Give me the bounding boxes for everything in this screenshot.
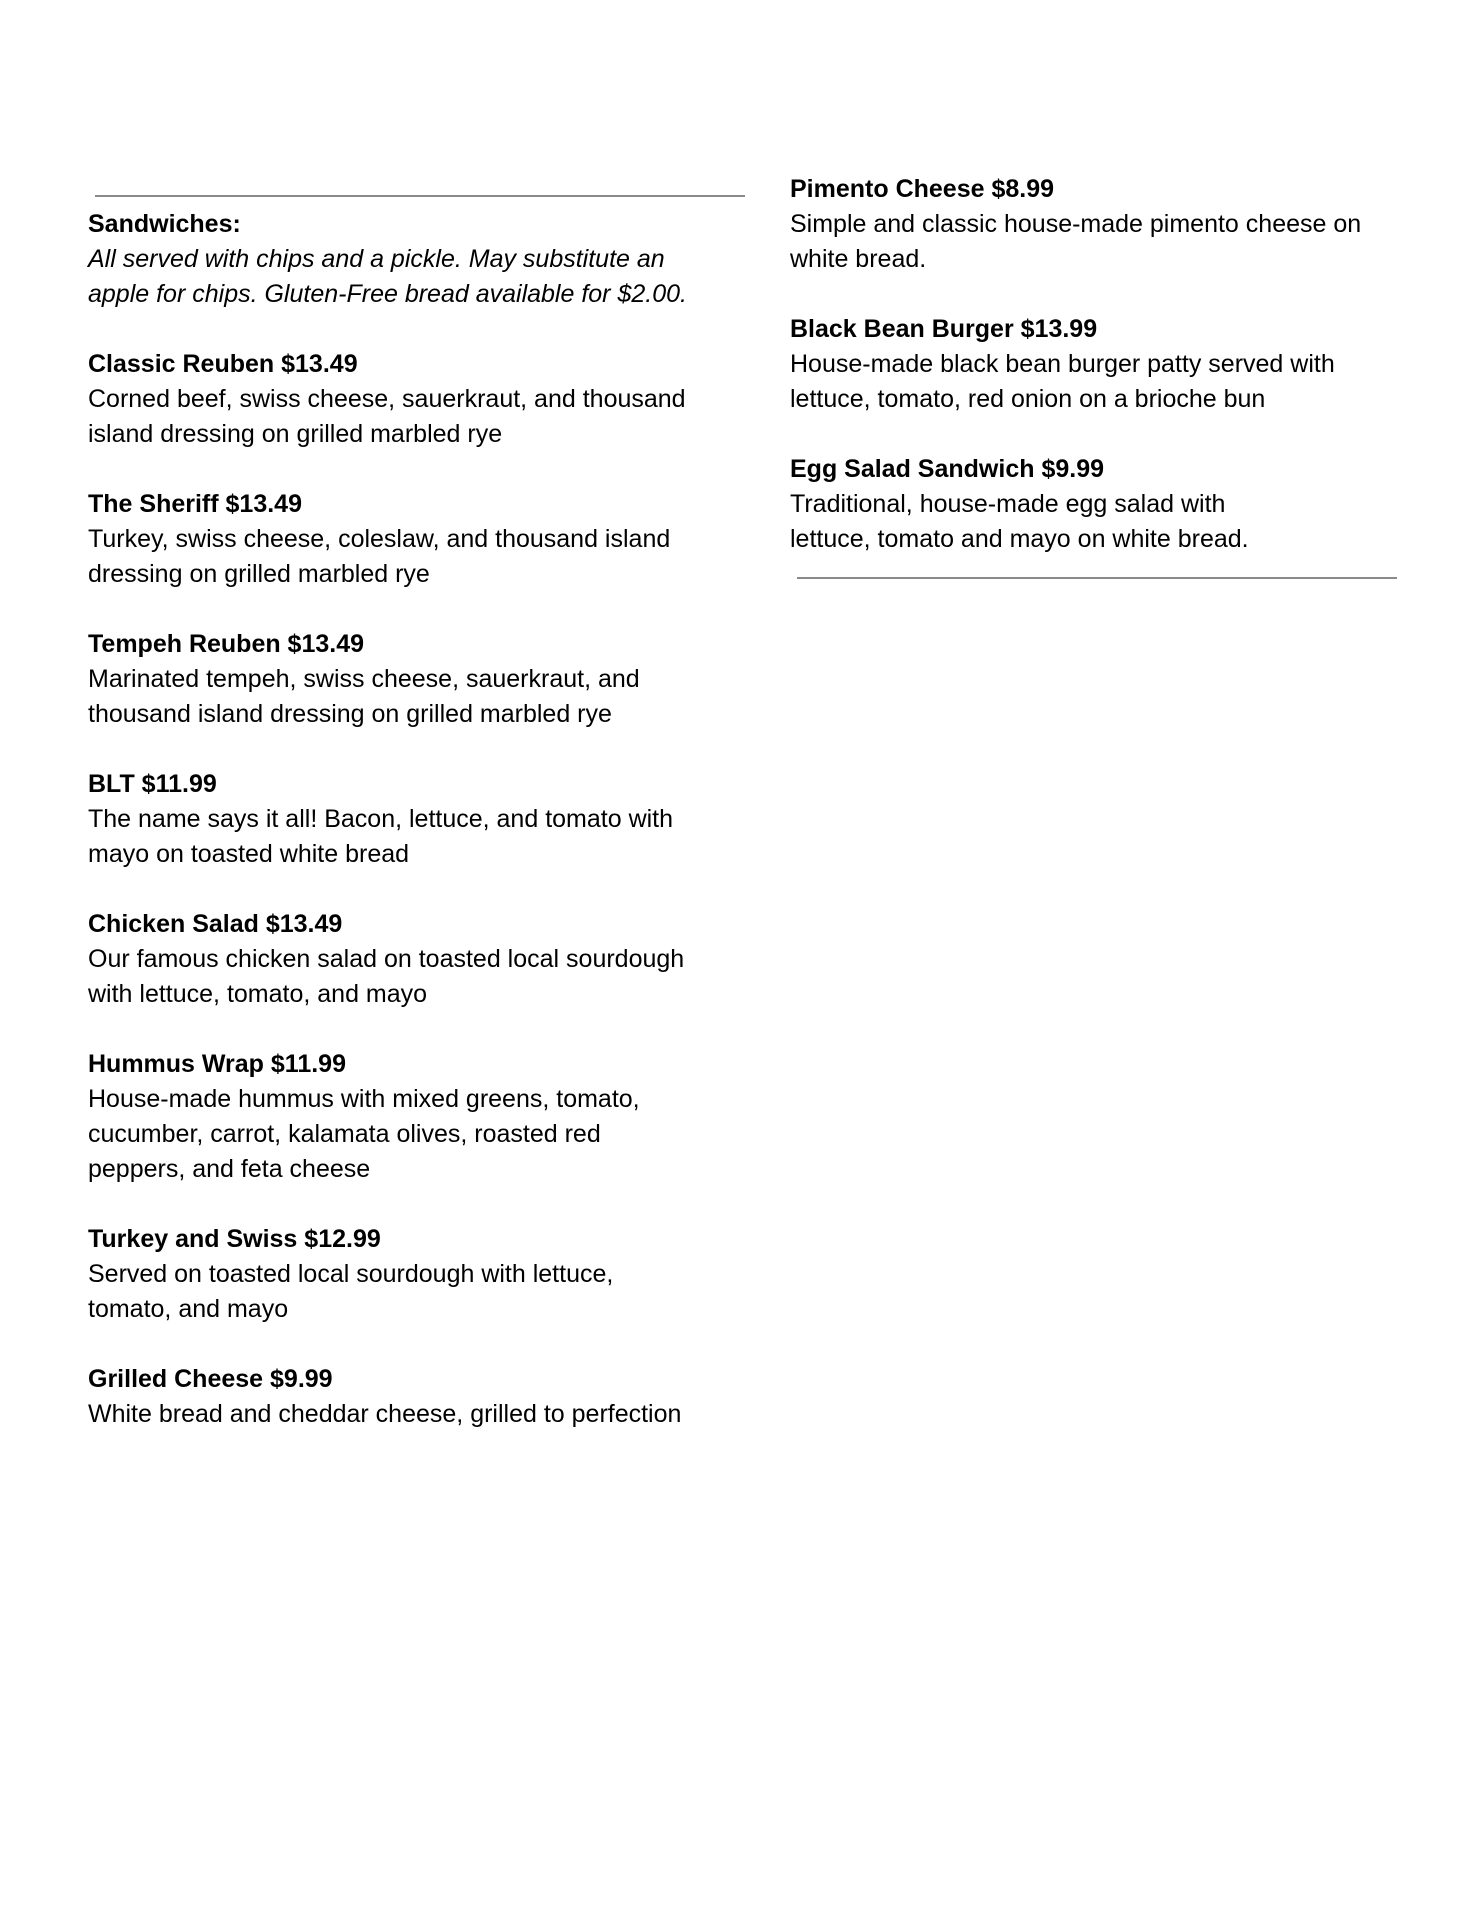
menu-item — [790, 452, 1410, 557]
menu-item-name: Chicken Salad $13.49 — [88, 910, 343, 938]
menu-item-name: Pimento Cheese $8.99 — [790, 175, 1055, 203]
menu-item-name: Turkey and Swiss $12.99 — [88, 1225, 381, 1253]
menu-item-name: Hummus Wrap $11.99 — [88, 1050, 346, 1078]
menu-item-list-right — [790, 172, 1410, 557]
menu-item — [88, 1362, 728, 1432]
menu-item-name: Grilled Cheese $9.99 — [88, 1365, 333, 1393]
menu-item-description: cucumber, carrot, kalamata olives, roasted red — [88, 1120, 601, 1148]
menu-item-description: peppers, and feta cheese — [88, 1155, 371, 1183]
menu-item-description: Turkey, swiss cheese, coleslaw, and thousand island — [88, 525, 671, 553]
menu-item-description: House-made hummus with mixed greens, tomato, — [88, 1085, 640, 1113]
menu-item-description: white bread. — [790, 245, 927, 273]
menu-item-description: dressing on grilled marbled rye — [88, 560, 430, 588]
menu-item — [790, 312, 1410, 417]
menu-item-name: BLT $11.99 — [88, 770, 217, 798]
menu-item-description: Simple and classic house-made pimento cheese on — [790, 210, 1362, 238]
menu-item — [88, 767, 728, 872]
menu-item — [88, 907, 728, 1012]
section-heading: Sandwiches: — [88, 210, 241, 238]
menu-item-description: Marinated tempeh, swiss cheese, sauerkraut, and — [88, 665, 640, 693]
menu-item-list-left — [88, 347, 728, 1432]
section-intro-line: All served with chips and a pickle. May substitute an — [88, 245, 665, 273]
menu-item-description: House-made black bean burger patty served with — [790, 350, 1335, 378]
menu-item-name: Black Bean Burger $13.99 — [790, 315, 1098, 343]
menu-item-description: thousand island dressing on grilled marbled rye — [88, 700, 612, 728]
menu-item-name: The Sheriff $13.49 — [88, 490, 302, 518]
menu-item-description: island dressing on grilled marbled rye — [88, 420, 503, 448]
menu-item-description: Our famous chicken salad on toasted local sourdough — [88, 945, 685, 973]
section-intro-line: apple for chips. Gluten-Free bread available for $2.00. — [88, 280, 687, 308]
menu-item — [88, 1222, 728, 1327]
menu-item — [790, 172, 1410, 277]
menu-item — [88, 347, 728, 452]
menu-item-description: The name says it all! Bacon, lettuce, and tomato with — [88, 805, 674, 833]
menu-item-name: Egg Salad Sandwich $9.99 — [790, 455, 1105, 483]
menu-item-description: White bread and cheddar cheese, grilled to perfection — [88, 1400, 682, 1428]
menu-item — [88, 1047, 728, 1187]
menu-item — [88, 487, 728, 592]
menu-item-name: Tempeh Reuben $13.49 — [88, 630, 365, 658]
divider-bottom-right — [797, 577, 1397, 579]
menu-item-description: lettuce, tomato and mayo on white bread. — [790, 525, 1249, 553]
divider-top-left — [95, 195, 745, 197]
menu-column-right — [790, 172, 1410, 557]
menu-item-description: with lettuce, tomato, and mayo — [88, 980, 428, 1008]
section-intro — [88, 242, 728, 312]
menu-item-description: Corned beef, swiss cheese, sauerkraut, and thousand — [88, 385, 686, 413]
menu-item-description: Traditional, house-made egg salad with — [790, 490, 1226, 518]
menu-item-name: Classic Reuben $13.49 — [88, 350, 358, 378]
menu-item-description: Served on toasted local sourdough with lettuce, — [88, 1260, 614, 1288]
menu-item-description: mayo on toasted white bread — [88, 840, 410, 868]
menu-item-description: tomato, and mayo — [88, 1295, 289, 1323]
menu-item — [88, 627, 728, 732]
menu-item-description: lettuce, tomato, red onion on a brioche bun — [790, 385, 1266, 413]
menu-column-left — [88, 207, 728, 1432]
